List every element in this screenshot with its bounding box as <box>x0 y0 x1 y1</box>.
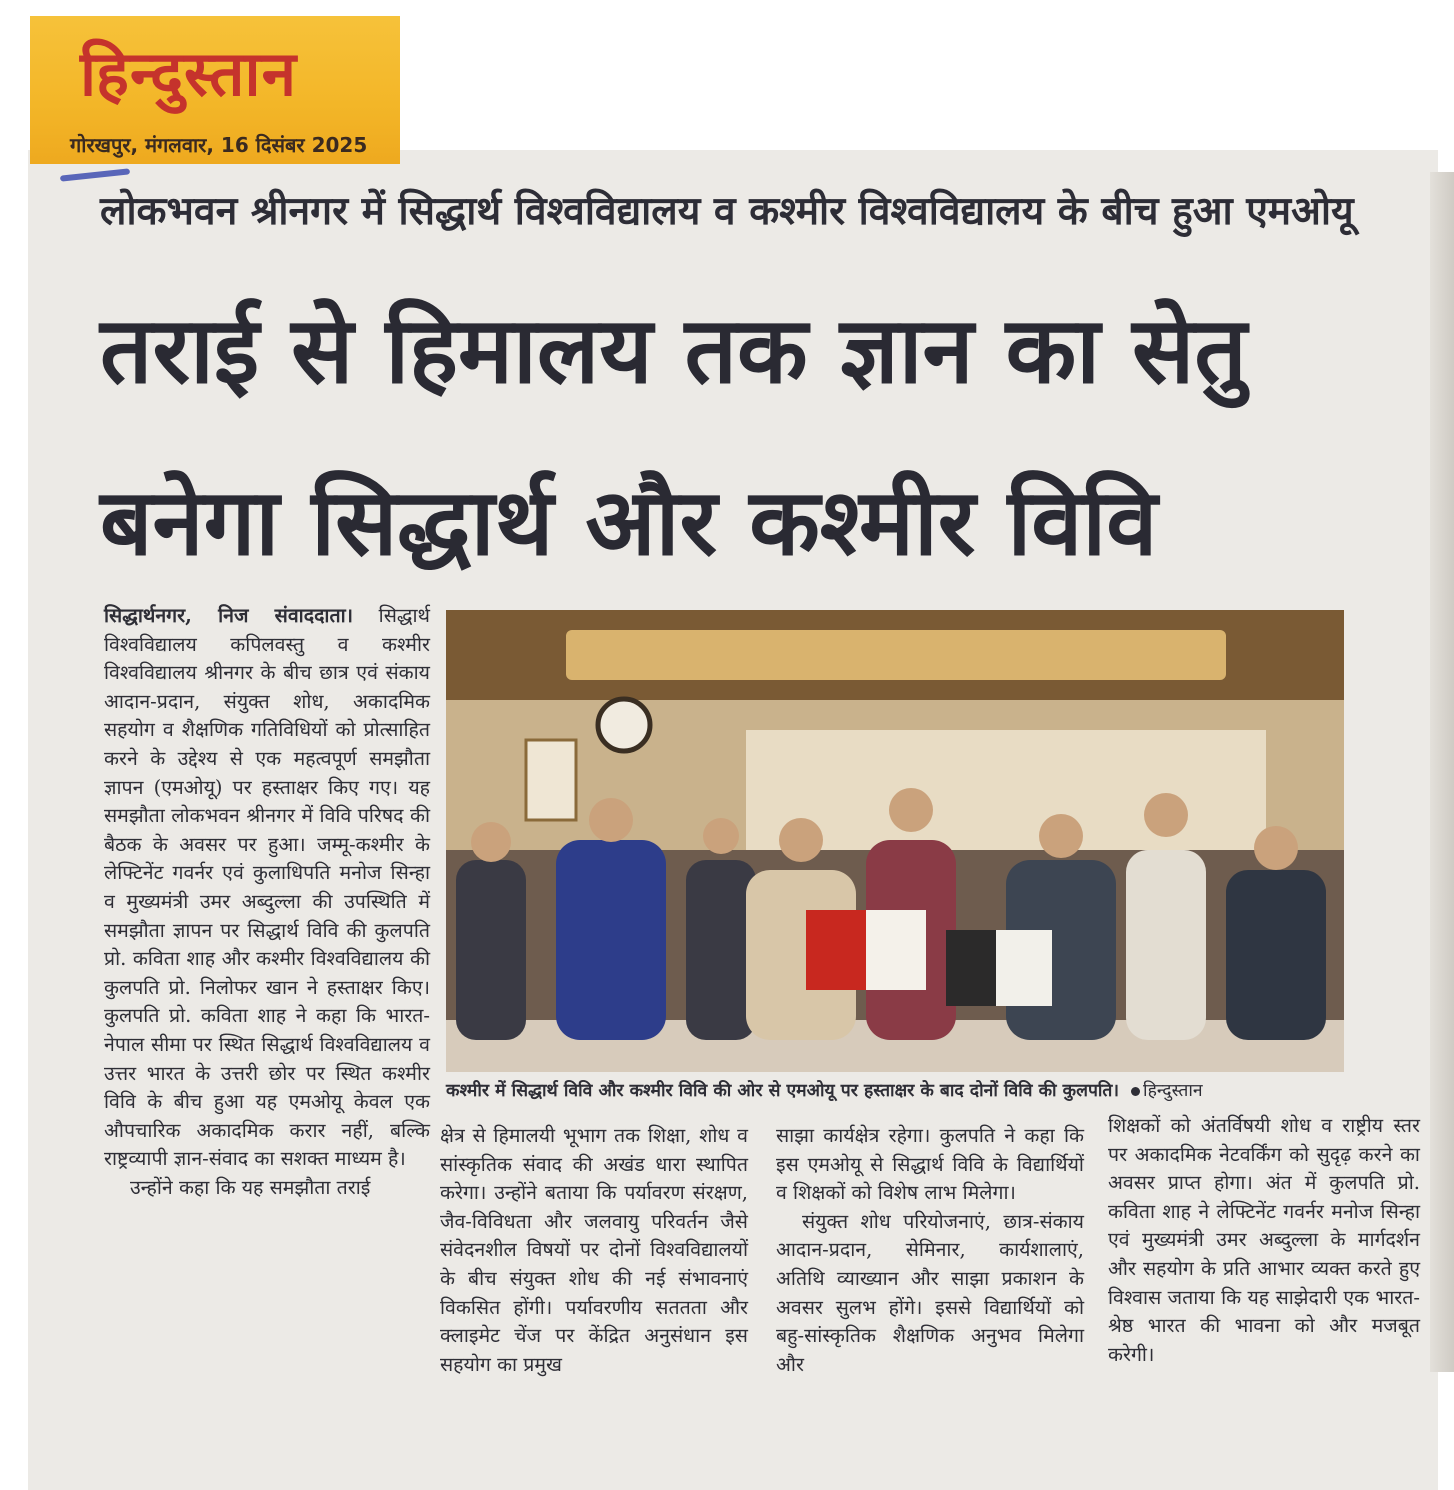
newspaper-name: हिन्दुस्तान <box>80 37 297 110</box>
column-3-paragraph-2: संयुक्त शोध परियोजनाएं, छात्र-संकाय आदान-प्रदान, सेमिनार, कार्यशालाएं, अतिथि व्याख्यान और साझा प्रकाशन के अवसर सुलभ होंगे। इससे विद्यार्थियों को बहु-सांस्कृतिक शैक्षणिक अनुभव मिलेगा और <box>776 1209 1084 1376</box>
article-column-3 <box>776 1122 1084 1379</box>
bullet-icon <box>1131 1087 1140 1096</box>
dateline: सिद्धार्थनगर, निज संवाददाता। <box>104 604 354 627</box>
kicker-headline: लोकभवन श्रीनगर में सिद्धार्थ विश्वविद्यालय व कश्मीर विश्वविद्यालय के बीच हुआ एमओयू <box>100 189 1354 234</box>
column-1-paragraph-1: सिद्धार्थ विश्वविद्यालय कपिलवस्तु व कश्मीर विश्वविद्यालय श्रीनगर के बीच छात्र एवं संकाय आदान-प्रदान, संयुक्त शोध, अकादमिक सहयोग व शैक्षणिक गतिविधियों को प्रोत्साहित करने के उद्देश्य से एक महत्वपूर्ण समझौता ज्ञापन (एमओयू) पर हस्ताक्षर किए गए। यह समझौता लोकभवन श्रीनगर में विवि परिषद की बैठक के अवसर पर हुआ। जम्मू-कश्मीर के लेफ्टिनेंट गवर्नर एवं कुलाधिपति मनोज सिन्हा व मुख्यमंत्री उमर अब्दुल्ला की उपस्थिति में समझौता ज्ञापन पर सिद्धार्थ विवि की कुलपति प्रो. कविता शाह और कश्मीर विश्वविद्यालय की कुलपति प्रो. निलोफर खान ने हस्ताक्षर किए। कुलपति प्रो. कविता शाह ने कहा कि भारत-नेपाल सीमा पर स्थित सिद्धार्थ विश्वविद्यालय व उत्तर भारत के उत्तरी छोर पर स्थित कश्मीर विवि के बीच हुआ यह एमओयू केवल एक औपचारिक अकादमिक करार नहीं, बल्कि राष्ट्रव्यापी ज्ञान-संवाद का सशक्त माध्यम है। <box>104 604 430 1171</box>
article-column-2 <box>440 1122 748 1379</box>
adjacent-clipping-edge <box>1430 172 1454 1372</box>
photo-credit <box>1131 1081 1203 1101</box>
photo-illustration <box>446 610 1344 1072</box>
caption-text: कश्मीर में सिद्धार्थ विवि और कश्मीर विवि की ओर से एमओयू पर हस्ताक्षर के बाद दोनों विवि की कुलपति। <box>446 1081 1120 1101</box>
wall-clock-icon <box>598 699 650 751</box>
masthead <box>30 16 400 164</box>
column-2-paragraph-1: क्षेत्र से हिमालयी भूभाग तक शिक्षा, शोध व सांस्कृतिक संवाद की अखंड धारा स्थापित करेगा। उन्होंने बताया कि पर्यावरण संरक्षण, जैव-विविधता और जलवायु परिवर्तन जैसे संवेदनशील विषयों पर दोनों विश्वविद्यालयों के बीच संयुक्त शोध की नई संभावनाएं विकसित होंगी। पर्यावरणीय सततता और क्लाइमेट चेंज पर केंद्रित अनुसंधान इस सहयोग का प्रमुख <box>440 1124 748 1376</box>
photo-caption <box>446 1078 1344 1104</box>
news-photo <box>446 610 1344 1072</box>
column-3-paragraph-1: साझा कार्यक्षेत्र रहेगा। कुलपति ने कहा कि इस एमओयू से सिद्धार्थ विवि के विद्यार्थियों व शिक्षकों को विशेष लाभ मिलेगा। <box>776 1124 1084 1205</box>
article-column-1 <box>104 602 430 1202</box>
headline-line-2: बनेगा सिद्धार्थ और कश्मीर विवि <box>100 469 1158 576</box>
column-1-paragraph-2: उन्होंने कहा कि यह समझौता तराई <box>130 1175 371 1199</box>
edition-date: गोरखपुर, मंगलवार, 16 दिसंबर 2025 <box>70 133 368 157</box>
headline-line-1: तराई से हिमालय तक ज्ञान का सेतु <box>100 297 1247 404</box>
column-4-paragraph-1: शिक्षकों को अंतर्विषयी शोध व राष्ट्रीय स्तर पर अकादमिक नेटवर्किंग को सुदृढ़ करने का अवसर प्राप्त होगा। अंत में कुलपति प्रो. कविता शाह ने लेफ्टिनेंट गवर्नर मनोज सिन्हा एवं मुख्यमंत्री उमर अब्दुल्ला के मार्गदर्शन और सहयोग के प्रति आभार व्यक्त करते हुए विश्वास जताया कि यह साझेदारी एक भारत-श्रेष्ठ भारत की भावना को और मजबूत करेगी। <box>1108 1114 1420 1366</box>
article-column-4 <box>1108 1112 1420 1369</box>
photo-credit-text: हिन्दुस्तान <box>1143 1081 1203 1101</box>
